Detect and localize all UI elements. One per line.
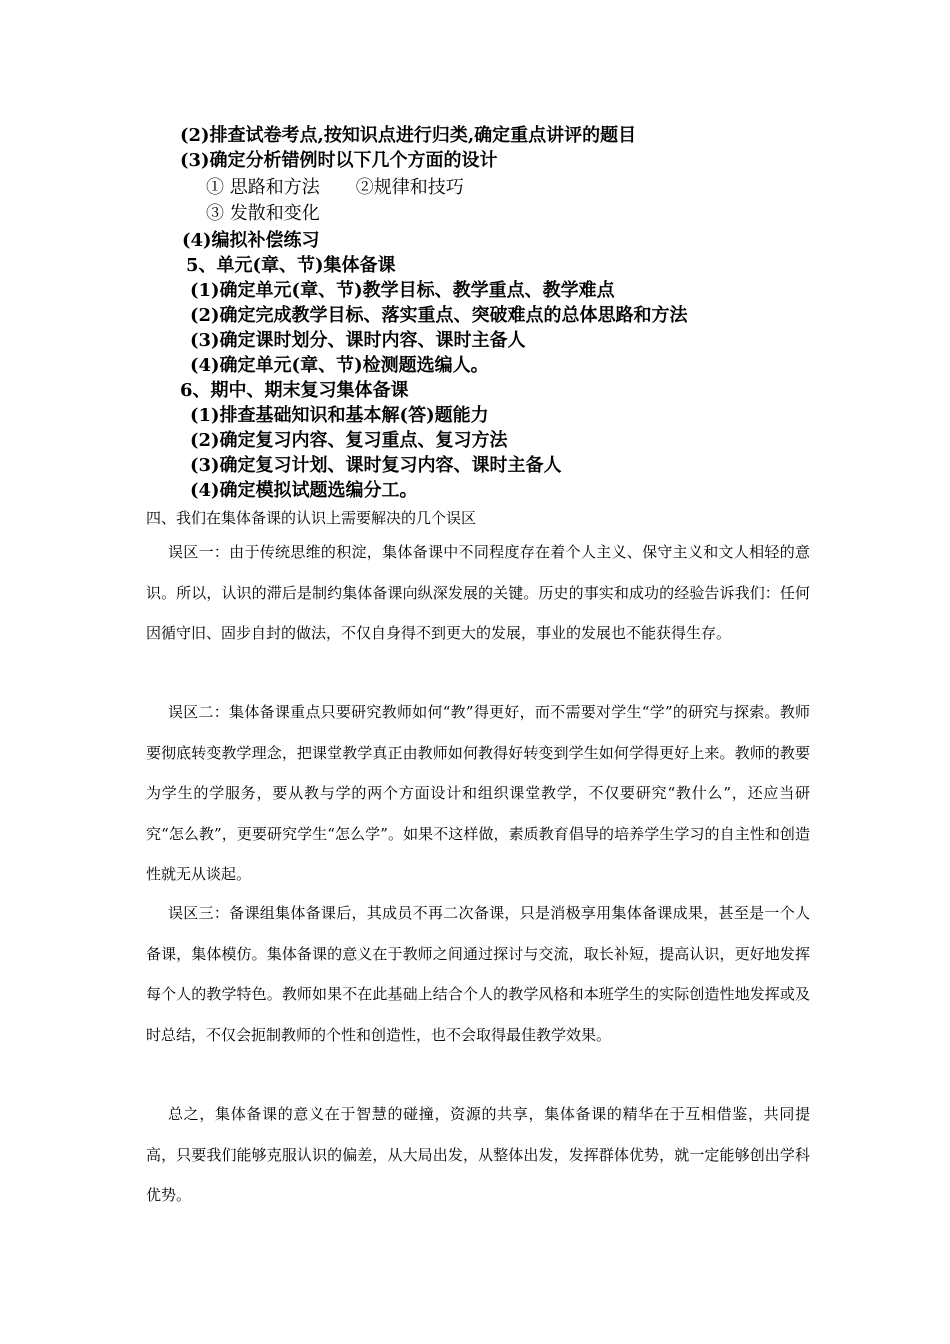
outline-item: (1)确定单元(章、节)教学目标、教学重点、教学难点 (190, 280, 615, 301)
paragraph: 误区二：集体备课重点只要研究教师如何“教”得更好，而不需要对学生“学”的研究与探索。教师要彻底转变教学理念，把课堂教学真正由教师如何教得好转变到学生如何学得更好上来。教师的教要为学生的学服务，要从教与学的两个方面设计和组织课堂教学，不仅要研究“教什么”，还应当研究“怎么教”，更要研究学生“怎么学”。如果不这样做，素质教育倡导的培养学生学习的自主性和创造性就无从谈起。 (146, 703, 810, 883)
outline-subitem: ③ 发散和变化 (206, 203, 320, 224)
paragraph: 总之，集体备课的意义在于智慧的碰撞，资源的共享，集体备课的精华在于互相借鉴，共同提高，只要我们能够克服认识的偏差，从大局出发，从整体出发，发挥群体优势，就一定能够创出学科优势。 (146, 1105, 810, 1204)
outline-item: (1)排查基础知识和基本解(答)题能力 (190, 405, 489, 426)
outline-item: (3)确定分析错例时以下几个方面的设计 (180, 150, 498, 171)
outline-item: (3)确定课时划分、课时内容、课时主备人 (190, 330, 526, 351)
outline-heading: 5、单元(章、节)集体备课 (186, 255, 396, 276)
outline-item: (2)排查试卷考点,按知识点进行归类,确定重点讲评的题目 (180, 125, 637, 146)
paragraph: 误区三：备课组集体备课后，其成员不再二次备课，只是消极享用集体备课成果，甚至是一个人备课，集体模仿。集体备课的意义在于教师之间通过探讨与交流，取长补短，提高认识，更好地发挥每个人的教学特色。教师如果不在此基础上结合个人的教学风格和本班学生的实际创造性地发挥或及时总结，不仅会扼制教师的个性和创造性，也不会取得最佳教学效果。 (146, 904, 810, 1044)
outline-item: (2)确定复习内容、复习重点、复习方法 (190, 430, 508, 451)
outline-item: (4)确定模拟试题选编分工。 (190, 480, 418, 501)
outline-item: (4)确定单元(章、节)检测题选编人。 (190, 355, 489, 376)
outline-item: (4)编拟补偿练习 (182, 230, 320, 251)
outline-item: (3)确定复习计划、课时复习内容、课时主备人 (190, 455, 562, 476)
outline-subitem: ① 思路和方法 ②规律和技巧 (206, 177, 464, 198)
outline-item: (2)确定完成教学目标、落实重点、突破难点的总体思路和方法 (190, 305, 688, 326)
outline-heading: 6、期中、期末复习集体备课 (180, 380, 409, 401)
section-heading: 四、我们在集体备课的认识上需要解决的几个误区 (146, 509, 477, 527)
paragraph: 误区一：由于传统思维的积淀，集体备课中不同程度存在着个人主义、保守主义和文人相轻的意识。所以，认识的滞后是制约集体备课向纵深发展的关键。历史的事实和成功的经验告诉我们：任何因循守旧、固步自封的做法，不仅自身得不到更大的发展，事业的发展也不能获得生存。 (146, 543, 810, 642)
